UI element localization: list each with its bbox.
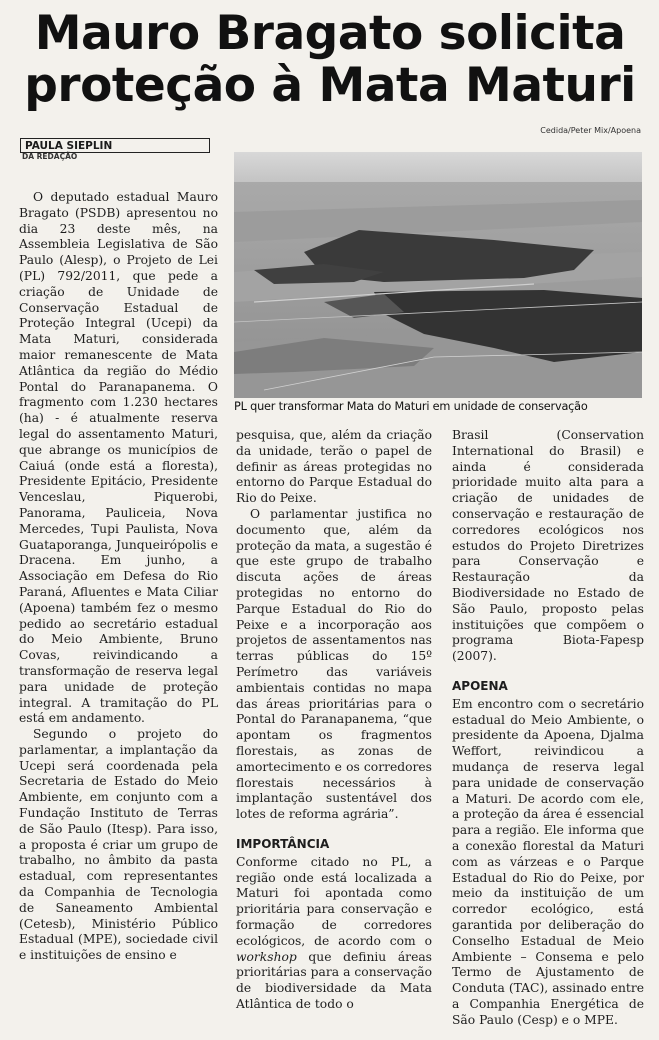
emphasis-workshop: workshop — [236, 949, 297, 964]
article-paragraph: pesquisa, que, além da criação da unidade, terão o papel de definir as áreas protegidas no entorno do Parque Estadual do Rio do Peixe. — [236, 428, 432, 506]
photo-caption: PL quer transformar Mata do Maturi em unidade de conservação — [234, 400, 588, 413]
photo-credit: Cedida/Peter Mix/Apoena — [540, 126, 641, 135]
aerial-forest-photo — [234, 152, 642, 398]
section-heading-apoena: APOENA — [452, 678, 508, 693]
article-paragraph — [236, 855, 432, 1013]
article-column-1 — [19, 190, 218, 964]
byline-desk: DA REDAÇÃO — [22, 152, 78, 161]
byline-author: PAULA SIEPLIN — [20, 138, 210, 153]
section-heading-importancia: IMPORTÂNCIA — [236, 836, 330, 851]
article-paragraph: Brasil (Conservation International do Brasil) e ainda é considerada prioridade muito alta para a criação de unidades de conservação e restauração de corredores ecológicos nos estudos do Projeto Diretrizes para Conservação e Restauração da Biodiversidade no Estado de São Paulo, proposto pelas instituições que compõem o programa Biota-Fapesp (2007). — [452, 428, 644, 664]
article-paragraph: O deputado estadual Mauro Bragato (PSDB) apresentou no dia 23 deste mês, na Assembleia Legislativa de São Paulo (Alesp), o Projeto de Lei (PL) 792/2011, que pede a criação de Unidade de Conservação Estadual de Proteção Integral (Ucepi) da Mata Maturi, considerada maior remanescente de Mata Atlântica da região do Médio Pontal do Paranapanema. O fragmento com 1.230 hectares (ha) - é atualmente reserva legal do assentamento Maturi, que abrange os municípios de Caiuá (onde está a floresta), Presidente Epitácio, Presidente Venceslau, Piquerobi, Panorama, Pauliceia, Nova Mercedes, Tupi Paulista, Nova Guataporanga, Junqueirópolis e Dracena. Em junho, a Associação em Defesa do Rio Paraná, Afluentes e Mata Ciliar (Apoena) também fez o mesmo pedido ao secretário estadual do Meio Ambiente, Bruno Covas, reivindicando a transformação de reserva legal para unidade de proteção integral. A tramitação do PL está em andamento. — [19, 190, 218, 726]
article-column-3 — [452, 428, 644, 1028]
article-paragraph: Em encontro com o secretário estadual do Meio Ambiente, o presidente da Apoena, Djalma Weffort, reivindicou a mudança de reserva legal para unidade de conservação a Maturi. De acordo com ele, a proteção da área é essencial para a região. Ele informa que a conexão florestal da Maturi com as várzeas e o Parque Estadual do Rio do Peixe, por meio da instituição de um corredor ecológico, está garantida por deliberação do Conselho Estadual de Meio Ambiente – Consema e pelo Termo de Ajustamento de Conduta (TAC), assinado entre a Companhia Energética de São Paulo (Cesp) e o MPE. — [452, 696, 644, 1027]
paragraph-text: Conforme citado no PL, a região onde está localizada a Maturi foi apontada como prioritária para conservação e formação de corredores ecológicos, de acordo com o — [236, 854, 432, 948]
article-paragraph: Segundo o projeto do parlamentar, a implantação da Ucepi será coordenada pela Secretaria de Estado do Meio Ambiente, em conjunto com a Fundação Instituto de Terras de São Paulo (Itesp). Para isso, a proposta é criar um grupo de trabalho, no âmbito da pasta estadual, com representantes da Companhia de Tecnologia de Saneamento Ambiental (Cetesb), Ministério Público Estadual (MPE), sociedade civil e instituições de ensino e — [19, 727, 218, 963]
article-column-2 — [236, 428, 432, 1013]
headline: Mauro Bragato solicita proteção à Mata Maturi — [24, 6, 636, 113]
article-paragraph: O parlamentar justifica no documento que, além da proteção da mata, a sugestão é que este grupo de trabalho discuta ações de áreas protegidas no entorno do Parque Estadual do Rio do Peixe e a incorporação aos projetos de assentamentos nas terras públicas do 15º Perímetro das variáveis ambientais contidas no mapa das áreas prioritárias para o Pontal do Paranapanema, “que apontam os fragmentos florestais, as zonas de amortecimento e os corredores florestais necessários à implantação sustentável dos lotes de reforma agrária”. — [236, 506, 432, 822]
aerial-forest-image — [234, 152, 642, 398]
paragraph-text: que definiu áreas prioritárias para a conservação de biodiversidade da Mata Atlântica de todo o — [236, 949, 432, 1011]
